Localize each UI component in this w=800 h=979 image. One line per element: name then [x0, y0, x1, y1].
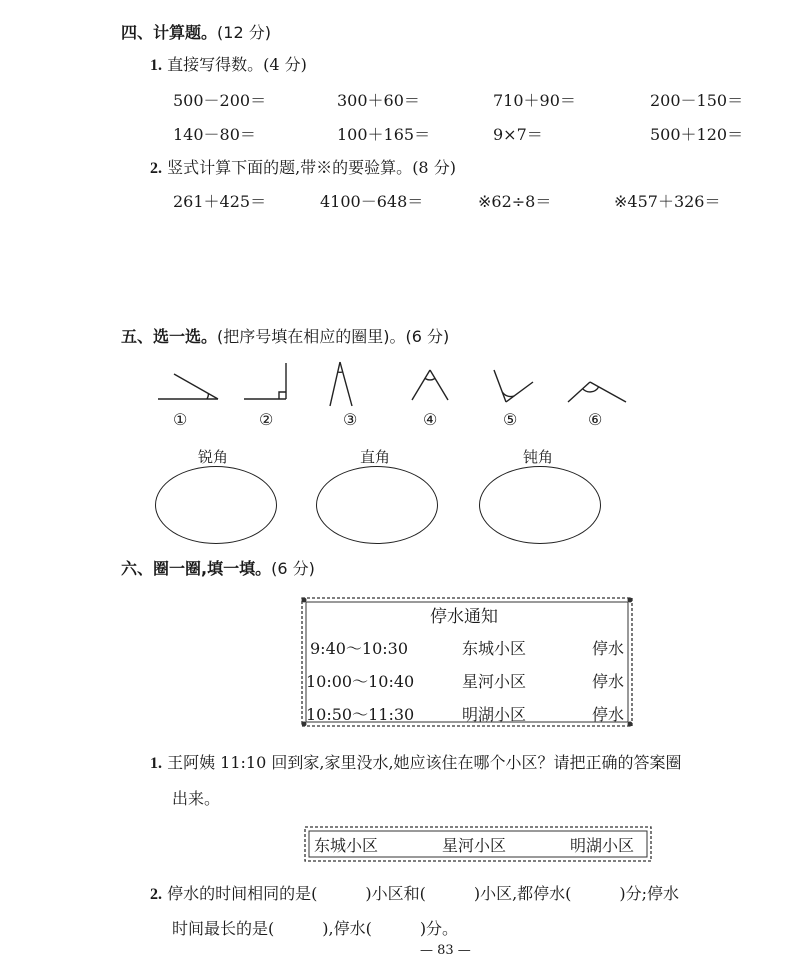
angle-label-6: ⑥ — [588, 410, 603, 429]
category-label-obtuse: 钝角 — [523, 448, 554, 466]
angle-label-1: ① — [173, 410, 188, 429]
question-6-2 — [150, 881, 679, 904]
category-label-acute: 锐角 — [198, 448, 229, 466]
section-6-score: (6 分) — [271, 559, 315, 578]
question-text-continued: 时间最长的是( ),停水( )分。 — [172, 919, 459, 938]
question-score: (8 分) — [412, 158, 456, 177]
notice-status: 停水 — [592, 672, 625, 691]
exercise: 140－80＝ — [173, 125, 256, 144]
exercise: 100＋165＝ — [337, 125, 431, 144]
exercise: 500＋120＝ — [650, 125, 744, 144]
question-text: 王阿姨 11:10 回到家,家里没水,她应该住在哪个小区？请把正确的答案圈 — [167, 753, 682, 772]
question-4-1 — [150, 52, 307, 75]
angle-label-4: ④ — [423, 410, 438, 429]
notice-area: 明湖小区 — [462, 705, 527, 724]
acute-answer-oval[interactable] — [155, 466, 277, 544]
notice-title: 停水通知 — [430, 607, 498, 627]
option-xinghe[interactable]: 星河小区 — [442, 836, 507, 855]
question-number: 1. — [150, 57, 162, 74]
exercise: 300＋60＝ — [337, 91, 420, 110]
exercise: 200－150＝ — [650, 91, 744, 110]
notice-time: 9:40～10:30 — [310, 639, 409, 658]
exercise: 4100－648＝ — [320, 192, 424, 211]
question-number: 2. — [150, 160, 162, 177]
notice-area: 东城小区 — [462, 639, 527, 658]
notice-time: 10:50～11:30 — [306, 705, 415, 724]
angle-1-figure — [158, 374, 218, 399]
angle-4-figure — [412, 370, 448, 400]
section-5-score: (6 分) — [405, 327, 450, 346]
notice-status: 停水 — [592, 705, 625, 724]
section-6-heading — [121, 556, 315, 579]
exercise: 9×7＝ — [493, 125, 543, 144]
section-5-heading — [121, 324, 449, 347]
exercise: 710＋90＝ — [493, 91, 576, 110]
angle-figures — [150, 360, 640, 410]
section-4-score: (12 分) — [217, 23, 271, 42]
angle-6-figure — [568, 382, 626, 402]
section-6-title: 六、圈一圈,填一填。 — [121, 559, 272, 578]
question-text: 停水的时间相同的是( )小区和( )小区,都停水( )分;停水 — [167, 884, 680, 903]
angle-2-figure — [244, 363, 286, 399]
question-number: 2. — [150, 886, 162, 903]
option-dongcheng[interactable]: 东城小区 — [314, 836, 379, 855]
exercise: 261＋425＝ — [173, 192, 267, 211]
notice-status: 停水 — [592, 639, 625, 658]
angle-3-figure — [330, 362, 352, 406]
question-score: (4 分) — [263, 55, 307, 74]
section-5-instruction: (把序号填在相应的圈里)。 — [217, 327, 406, 346]
question-text: 竖式计算下面的题,带※的要验算。 — [167, 158, 413, 177]
answer-options-box — [302, 824, 654, 864]
category-label-right: 直角 — [360, 448, 391, 466]
angle-5-figure — [494, 370, 533, 402]
question-text-continued: 出来。 — [172, 789, 221, 808]
section-5-title: 五、选一选。 — [121, 327, 218, 346]
page-number: — 83 — — [420, 943, 471, 958]
question-text: 直接写得数。 — [167, 55, 264, 74]
option-minghu[interactable]: 明湖小区 — [570, 836, 635, 855]
exercise: ※62÷8＝ — [478, 192, 552, 211]
question-number: 1. — [150, 755, 162, 772]
angle-label-2: ② — [259, 410, 274, 429]
notice-time: 10:00～10:40 — [306, 672, 415, 691]
obtuse-answer-oval[interactable] — [479, 466, 601, 544]
water-outage-notice — [298, 594, 636, 730]
exercise: 500－200＝ — [173, 91, 267, 110]
right-answer-oval[interactable] — [316, 466, 438, 544]
section-4-title: 四、计算题。 — [121, 23, 218, 42]
exercise: ※457＋326＝ — [614, 192, 721, 211]
question-6-1 — [150, 750, 682, 773]
angle-label-5: ⑤ — [503, 410, 518, 429]
question-4-2 — [150, 155, 456, 178]
notice-area: 星河小区 — [462, 672, 527, 691]
angle-label-3: ③ — [343, 410, 358, 429]
section-4-heading — [121, 20, 271, 43]
